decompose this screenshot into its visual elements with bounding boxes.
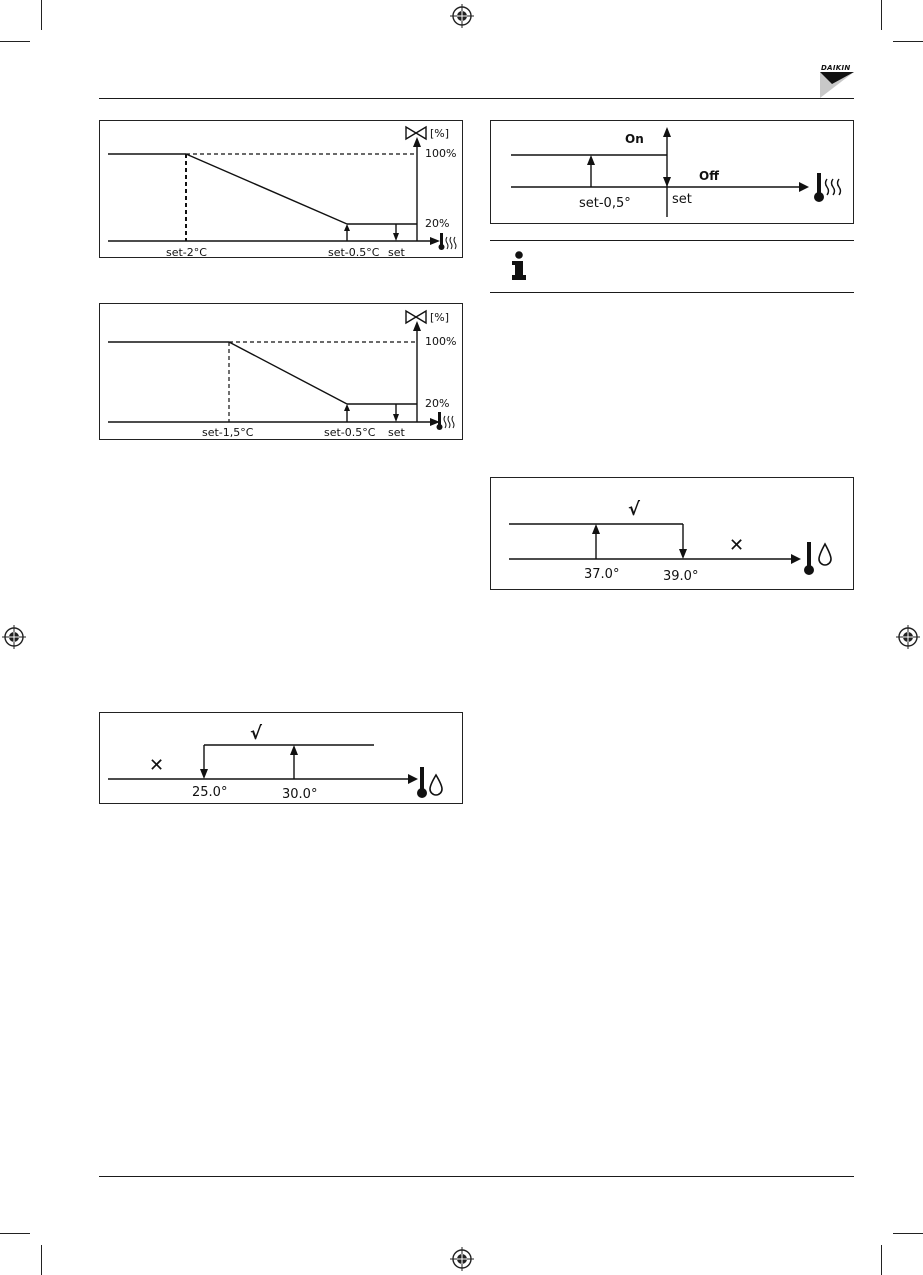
crop-mark-top-left-h [0,41,30,42]
thermometer-heat-icon [814,173,841,202]
label-20: 20% [425,397,450,410]
x-label: set [672,192,692,207]
brand-logo [820,64,854,98]
label-100: 100% [425,335,457,348]
crop-mark-top-right-v [881,0,882,30]
footer-rule [99,1176,854,1177]
registration-mark-icon [450,1247,474,1271]
valve-diagram-1 [99,120,463,258]
crop-mark-bottom-right-v [881,1245,882,1275]
registration-mark-icon [896,625,920,649]
y-unit-label: [%] [430,127,450,140]
crop-mark-bottom-right-h [893,1233,923,1234]
onoff-diagram [490,120,854,224]
brand-name: DAIKIN [821,64,851,72]
label-100: 100% [425,147,457,160]
x-label: set [388,426,405,439]
label-20: 20% [425,217,450,230]
off-label: Off [699,169,719,183]
valve-icon [406,127,426,139]
x-label: set-1,5°C [202,426,254,439]
check-mark: √ [250,723,263,744]
registration-mark-icon [450,4,474,28]
cross-mark: ✕ [149,755,165,776]
x-label: set-0.5°C [324,426,376,439]
humidity-diagram-low [99,712,463,804]
on-label: On [625,132,644,146]
thermometer-droplet-icon [804,542,831,575]
check-mark: √ [628,499,641,520]
thermometer-droplet-icon [417,767,442,798]
header-rule [99,98,854,99]
y-unit-label: [%] [430,311,450,324]
crop-mark-bottom-left-h [0,1233,30,1234]
crop-mark-top-left-v [41,0,42,30]
note-rule-bottom [490,292,854,293]
valve-diagram-2 [99,303,463,440]
x-label: set [388,246,405,259]
valve-icon [406,311,426,323]
thermometer-heat-icon [437,412,455,430]
note-rule-top [490,240,854,241]
info-icon [510,251,528,281]
cross-mark: ✕ [729,535,745,556]
registration-mark-icon [2,625,26,649]
x-label: 39.0° [663,569,699,584]
x-label: set-2°C [166,246,207,259]
thermometer-heat-icon [439,233,457,250]
x-label: set-0.5°C [328,246,380,259]
x-label: set-0,5° [579,196,631,211]
x-label: 37.0° [584,567,620,582]
crop-mark-bottom-left-v [41,1245,42,1275]
x-label: 30.0° [282,787,318,802]
x-label: 25.0° [192,785,228,800]
humidity-diagram-high [490,477,854,590]
crop-mark-top-right-h [893,41,923,42]
